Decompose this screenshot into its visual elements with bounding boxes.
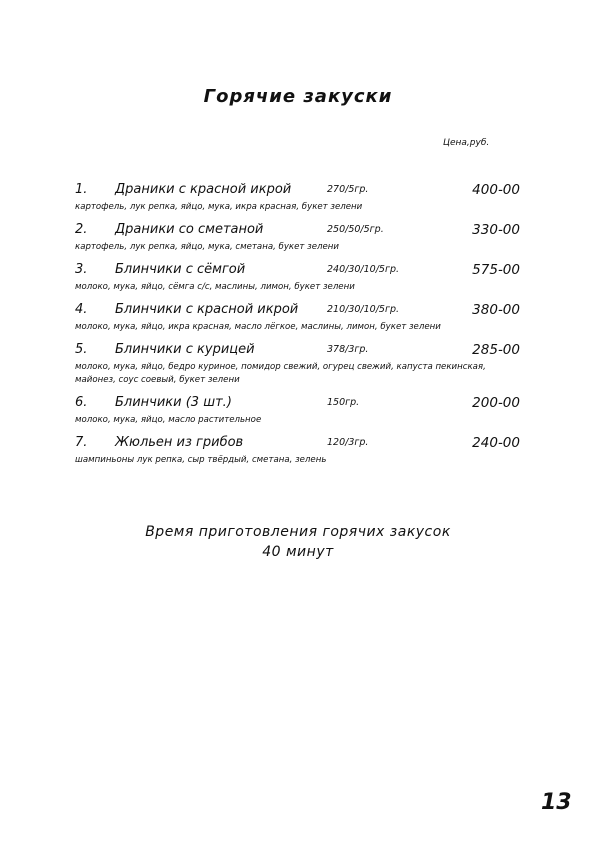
- menu-item-line: [75, 222, 525, 241]
- menu-item-price: 240-00: [472, 435, 520, 451]
- menu-item-price: 330-00: [472, 222, 520, 238]
- menu-item: [75, 222, 525, 262]
- menu-item-number: 6.: [75, 395, 88, 410]
- menu-item-ingredients: картофель, лук репка, яйцо, мука, сметана, букет зелени: [75, 242, 339, 252]
- preparation-time-text: Время приготовления горячих закусок: [145, 524, 451, 540]
- menu-item-price: 400-00: [472, 182, 520, 198]
- menu-item-name: Блинчики с сёмгой: [115, 262, 246, 277]
- menu-item-weight: 120/3гр.: [327, 437, 369, 448]
- menu-item-name: Жюльен из грибов: [115, 435, 244, 450]
- menu-item-line: [75, 302, 525, 321]
- menu-item-ingredients: молоко, мука, яйцо, сёмга с/с, маслины, лимон, букет зелени: [75, 282, 355, 292]
- menu-item-number: 7.: [75, 435, 88, 450]
- menu-item-ingredients: шампиньоны лук репка, сыр твёрдый, сметана, зелень: [75, 455, 327, 465]
- menu-item-weight: 270/5гр.: [327, 184, 369, 195]
- menu-item-weight: 378/3гр.: [327, 344, 369, 355]
- menu-item-name: Блинчики (3 шт.): [115, 395, 232, 410]
- menu-item-line: [75, 262, 525, 281]
- menu-item-number: 5.: [75, 342, 88, 357]
- menu-item-number: 1.: [75, 182, 88, 197]
- menu-item-ingredients: молоко, мука, яйцо, бедро куриное, помидор свежий, огурец свежий, капуста пекинская, майонез, соус соевый, букет зелени: [75, 362, 486, 385]
- menu-item-price: 380-00: [472, 302, 520, 318]
- menu-item-price: 200-00: [472, 395, 520, 411]
- menu-item-weight: 150гр.: [327, 397, 360, 408]
- menu-item-name: Блинчики с красной икрой: [115, 302, 299, 317]
- menu-item: [75, 342, 525, 395]
- menu-item: [75, 262, 525, 302]
- menu-item-name: Драники с красной икрой: [115, 182, 292, 197]
- menu-item-weight: 210/30/10/5гр.: [327, 304, 399, 315]
- menu-item-ingredients: молоко, мука, яйцо, масло растительное: [75, 415, 262, 425]
- menu-item-number: 2.: [75, 222, 88, 237]
- menu-item-line: [75, 182, 525, 201]
- menu-item-number: 4.: [75, 302, 88, 317]
- menu-item-line: [75, 395, 525, 414]
- menu-items-list: [75, 182, 525, 475]
- menu-item-name: Драники со сметаной: [115, 222, 264, 237]
- preparation-time-value: 40 минут: [262, 544, 334, 560]
- price-column-header: Цена,руб.: [443, 138, 490, 148]
- menu-item-line: [75, 342, 525, 361]
- menu-item-weight: 240/30/10/5гр.: [327, 264, 399, 275]
- menu-item: [75, 435, 525, 475]
- page-title: Горячие закуски: [203, 86, 393, 107]
- preparation-time-note: [0, 522, 596, 562]
- menu-item: [75, 395, 525, 435]
- menu-item-ingredients: картофель, лук репка, яйцо, мука, икра красная, букет зелени: [75, 202, 363, 212]
- menu-item-line: [75, 435, 525, 454]
- menu-item-number: 3.: [75, 262, 88, 277]
- menu-item-price: 575-00: [472, 262, 520, 278]
- menu-item-name: Блинчики с курицей: [115, 342, 255, 357]
- menu-item-price: 285-00: [472, 342, 520, 358]
- menu-item-weight: 250/50/5гр.: [327, 224, 384, 235]
- page-number: 13: [541, 790, 572, 815]
- menu-item-ingredients: молоко, мука, яйцо, икра красная, масло лёгкое, маслины, лимон, букет зелени: [75, 322, 441, 332]
- menu-item: [75, 182, 525, 222]
- menu-item: [75, 302, 525, 342]
